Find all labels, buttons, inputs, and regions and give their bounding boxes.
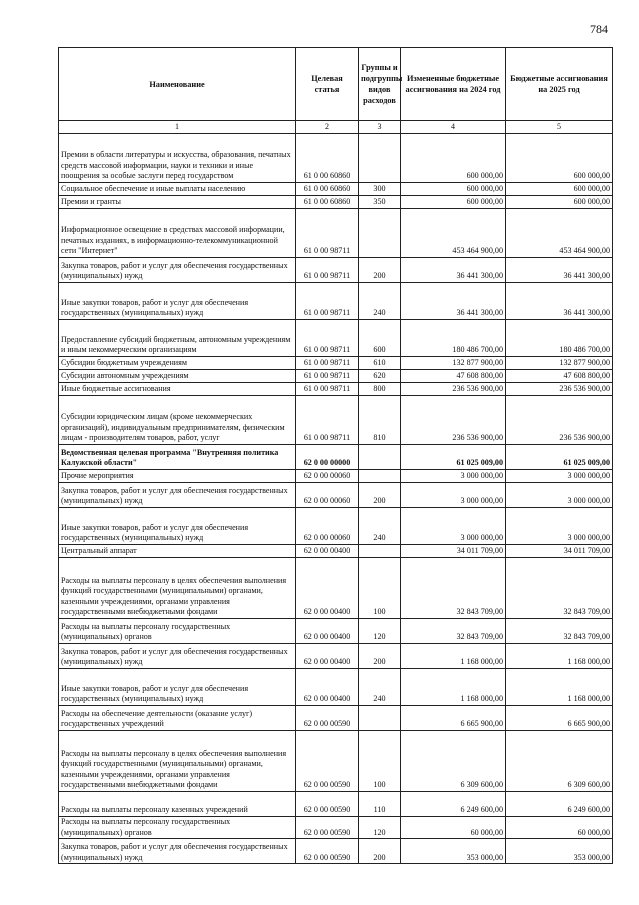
cell-target-article: 62 0 00 00400 [296, 669, 359, 706]
cell-amount-2024: 600 000,00 [401, 134, 506, 183]
table-row [59, 483, 613, 508]
header-expense-group: Группы и подгруппы видов расходов [359, 48, 401, 121]
cell-target-article: 62 0 00 00590 [296, 792, 359, 817]
cell-amount-2025: 3 000 000,00 [506, 470, 613, 483]
table-row [59, 320, 613, 357]
column-number: 5 [506, 121, 613, 134]
cell-target-article: 61 0 00 60860 [296, 196, 359, 209]
cell-amount-2024: 180 486 700,00 [401, 320, 506, 357]
cell-name: Иные закупки товаров, работ и услуг для обеспечения государственных (муниципальных) нужд [59, 669, 296, 706]
table-row [59, 134, 613, 183]
cell-expense-group: 100 [359, 731, 401, 792]
cell-amount-2025: 600 000,00 [506, 196, 613, 209]
cell-target-article: 61 0 00 98711 [296, 283, 359, 320]
cell-target-article: 62 0 00 00400 [296, 545, 359, 558]
cell-target-article: 62 0 00 00590 [296, 817, 359, 839]
cell-name: Расходы на обеспечение деятельности (оказание услуг) государственных учреждений [59, 706, 296, 731]
cell-amount-2024: 60 000,00 [401, 817, 506, 839]
cell-name: Премии и гранты [59, 196, 296, 209]
cell-target-article: 62 0 00 00400 [296, 644, 359, 669]
table-row [59, 196, 613, 209]
table-row [59, 508, 613, 545]
cell-amount-2025: 1 168 000,00 [506, 644, 613, 669]
cell-amount-2025: 61 025 009,00 [506, 445, 613, 470]
cell-expense-group [359, 209, 401, 258]
cell-amount-2025: 6 309 600,00 [506, 731, 613, 792]
column-number: 2 [296, 121, 359, 134]
cell-name: Прочие мероприятия [59, 470, 296, 483]
cell-amount-2024: 32 843 709,00 [401, 619, 506, 644]
cell-name: Премии в области литературы и искусства, образования, печатных средств массовой информации, науки и техники и иные поощрения за особые заслуги перед государством [59, 134, 296, 183]
budget-table [58, 47, 613, 864]
cell-amount-2024: 600 000,00 [401, 183, 506, 196]
cell-amount-2025: 60 000,00 [506, 817, 613, 839]
cell-target-article: 61 0 00 98711 [296, 383, 359, 396]
cell-name: Субсидии бюджетным учреждениям [59, 357, 296, 370]
cell-name: Иные бюджетные ассигнования [59, 383, 296, 396]
table-row [59, 669, 613, 706]
page-number: 784 [590, 22, 608, 36]
cell-name: Иные закупки товаров, работ и услуг для обеспечения государственных (муниципальных) нужд [59, 508, 296, 545]
cell-expense-group: 200 [359, 483, 401, 508]
column-number: 1 [59, 121, 296, 134]
cell-name: Закупка товаров, работ и услуг для обеспечения государственных (муниципальных) нужд [59, 258, 296, 283]
table-row [59, 383, 613, 396]
cell-target-article: 61 0 00 60860 [296, 183, 359, 196]
cell-amount-2024: 1 168 000,00 [401, 644, 506, 669]
cell-amount-2025: 453 464 900,00 [506, 209, 613, 258]
cell-amount-2025: 600 000,00 [506, 134, 613, 183]
header-row [59, 48, 613, 121]
cell-target-article: 61 0 00 98711 [296, 258, 359, 283]
cell-amount-2025: 132 877 900,00 [506, 357, 613, 370]
cell-name: Социальное обеспечение и иные выплаты населению [59, 183, 296, 196]
table-row [59, 209, 613, 258]
cell-name: Расходы на выплаты персоналу государственных (муниципальных) органов [59, 817, 296, 839]
cell-amount-2024: 3 000 000,00 [401, 470, 506, 483]
cell-expense-group [359, 134, 401, 183]
cell-amount-2025: 3 000 000,00 [506, 508, 613, 545]
cell-expense-group: 240 [359, 283, 401, 320]
table-row [59, 619, 613, 644]
cell-expense-group: 350 [359, 196, 401, 209]
table-row [59, 258, 613, 283]
cell-target-article: 62 0 00 00060 [296, 470, 359, 483]
cell-expense-group: 240 [359, 508, 401, 545]
cell-name: Центральный аппарат [59, 545, 296, 558]
cell-name: Иные закупки товаров, работ и услуг для обеспечения государственных (муниципальных) нужд [59, 283, 296, 320]
cell-name: Расходы на выплаты персоналу государственных (муниципальных) органов [59, 619, 296, 644]
table-row [59, 357, 613, 370]
table-body [59, 134, 613, 864]
cell-target-article: 61 0 00 98711 [296, 320, 359, 357]
cell-amount-2025: 47 608 800,00 [506, 370, 613, 383]
cell-target-article: 61 0 00 98711 [296, 357, 359, 370]
cell-amount-2025: 36 441 300,00 [506, 258, 613, 283]
cell-amount-2024: 453 464 900,00 [401, 209, 506, 258]
cell-expense-group: 110 [359, 792, 401, 817]
table-row [59, 817, 613, 839]
table-row [59, 731, 613, 792]
cell-name: Расходы на выплаты персоналу казенных учреждений [59, 792, 296, 817]
table-row [59, 183, 613, 196]
cell-target-article: 61 0 00 60860 [296, 134, 359, 183]
cell-amount-2025: 353 000,00 [506, 839, 613, 864]
cell-target-article: 62 0 00 00400 [296, 619, 359, 644]
cell-target-article: 61 0 00 98711 [296, 396, 359, 445]
cell-amount-2025: 6 249 600,00 [506, 792, 613, 817]
cell-expense-group: 610 [359, 357, 401, 370]
cell-amount-2025: 600 000,00 [506, 183, 613, 196]
column-number: 4 [401, 121, 506, 134]
table-row [59, 396, 613, 445]
cell-target-article: 62 0 00 00590 [296, 706, 359, 731]
cell-amount-2024: 236 536 900,00 [401, 396, 506, 445]
column-number: 3 [359, 121, 401, 134]
cell-expense-group: 120 [359, 619, 401, 644]
cell-amount-2025: 6 665 900,00 [506, 706, 613, 731]
cell-amount-2024: 34 011 709,00 [401, 545, 506, 558]
header-2025: Бюджетные ассигнования на 2025 год [506, 48, 613, 121]
cell-amount-2024: 32 843 709,00 [401, 558, 506, 619]
cell-amount-2024: 6 309 600,00 [401, 731, 506, 792]
column-number-row [59, 121, 613, 134]
cell-expense-group: 810 [359, 396, 401, 445]
table-row [59, 706, 613, 731]
table-row [59, 470, 613, 483]
cell-target-article: 62 0 00 00590 [296, 839, 359, 864]
cell-amount-2025: 1 168 000,00 [506, 669, 613, 706]
cell-amount-2024: 6 665 900,00 [401, 706, 506, 731]
table-row [59, 545, 613, 558]
table-row [59, 839, 613, 864]
cell-target-article: 61 0 00 98711 [296, 370, 359, 383]
cell-expense-group [359, 470, 401, 483]
cell-amount-2024: 236 536 900,00 [401, 383, 506, 396]
cell-amount-2024: 3 000 000,00 [401, 483, 506, 508]
table-row [59, 558, 613, 619]
cell-target-article: 62 0 00 00060 [296, 483, 359, 508]
cell-target-article: 61 0 00 98711 [296, 209, 359, 258]
cell-name: Информационное освещение в средствах массовой информации, печатных изданиях, в информационно-телекоммуникационной сети "Интернет" [59, 209, 296, 258]
cell-name: Субсидии автономным учреждениям [59, 370, 296, 383]
cell-target-article: 62 0 00 00400 [296, 558, 359, 619]
cell-expense-group: 200 [359, 644, 401, 669]
cell-target-article: 62 0 00 00000 [296, 445, 359, 470]
table-row [59, 644, 613, 669]
cell-expense-group: 120 [359, 817, 401, 839]
cell-name: Ведомственная целевая программа "Внутренняя политика Калужской области" [59, 445, 296, 470]
table-row [59, 445, 613, 470]
table-row [59, 792, 613, 817]
cell-expense-group: 200 [359, 839, 401, 864]
cell-amount-2025: 236 536 900,00 [506, 396, 613, 445]
cell-amount-2024: 353 000,00 [401, 839, 506, 864]
cell-expense-group [359, 545, 401, 558]
cell-expense-group: 300 [359, 183, 401, 196]
cell-amount-2025: 36 441 300,00 [506, 283, 613, 320]
cell-name: Расходы на выплаты персоналу в целях обеспечения выполнения функций государственными (муниципальными) органами, казенными учреждениями, органами управления государственными внебюджетными фондами [59, 558, 296, 619]
header-name: Наименование [59, 48, 296, 121]
cell-name: Предоставление субсидий бюджетным, автономным учреждениям и иным некоммерческим организациям [59, 320, 296, 357]
cell-amount-2024: 61 025 009,00 [401, 445, 506, 470]
header-2024: Измененные бюджетные ассигнования на 2024 год [401, 48, 506, 121]
cell-amount-2025: 34 011 709,00 [506, 545, 613, 558]
cell-name: Расходы на выплаты персоналу в целях обеспечения выполнения функций государственными (муниципальными) органами, казенными учреждениями, органами управления государственными внебюджетными фондами [59, 731, 296, 792]
cell-name: Субсидии юридическим лицам (кроме некоммерческих организаций), индивидуальным предпринимателям, физическим лицам - производителям товаров, работ, услуг [59, 396, 296, 445]
cell-target-article: 62 0 00 00590 [296, 731, 359, 792]
cell-expense-group: 620 [359, 370, 401, 383]
cell-amount-2025: 32 843 709,00 [506, 619, 613, 644]
cell-amount-2024: 47 608 800,00 [401, 370, 506, 383]
cell-amount-2024: 3 000 000,00 [401, 508, 506, 545]
cell-expense-group: 600 [359, 320, 401, 357]
cell-expense-group: 240 [359, 669, 401, 706]
cell-expense-group: 800 [359, 383, 401, 396]
header-target-article: Целевая статья [296, 48, 359, 121]
cell-amount-2024: 132 877 900,00 [401, 357, 506, 370]
cell-amount-2024: 600 000,00 [401, 196, 506, 209]
cell-amount-2025: 180 486 700,00 [506, 320, 613, 357]
cell-expense-group [359, 445, 401, 470]
cell-amount-2024: 6 249 600,00 [401, 792, 506, 817]
cell-expense-group: 200 [359, 258, 401, 283]
cell-name: Закупка товаров, работ и услуг для обеспечения государственных (муниципальных) нужд [59, 644, 296, 669]
cell-amount-2024: 1 168 000,00 [401, 669, 506, 706]
cell-amount-2025: 236 536 900,00 [506, 383, 613, 396]
cell-amount-2024: 36 441 300,00 [401, 258, 506, 283]
cell-expense-group: 100 [359, 558, 401, 619]
cell-expense-group [359, 706, 401, 731]
cell-name: Закупка товаров, работ и услуг для обеспечения государственных (муниципальных) нужд [59, 483, 296, 508]
cell-target-article: 62 0 00 00060 [296, 508, 359, 545]
cell-name: Закупка товаров, работ и услуг для обеспечения государственных (муниципальных) нужд [59, 839, 296, 864]
table-row [59, 283, 613, 320]
cell-amount-2025: 32 843 709,00 [506, 558, 613, 619]
cell-amount-2024: 36 441 300,00 [401, 283, 506, 320]
cell-amount-2025: 3 000 000,00 [506, 483, 613, 508]
table-row [59, 370, 613, 383]
